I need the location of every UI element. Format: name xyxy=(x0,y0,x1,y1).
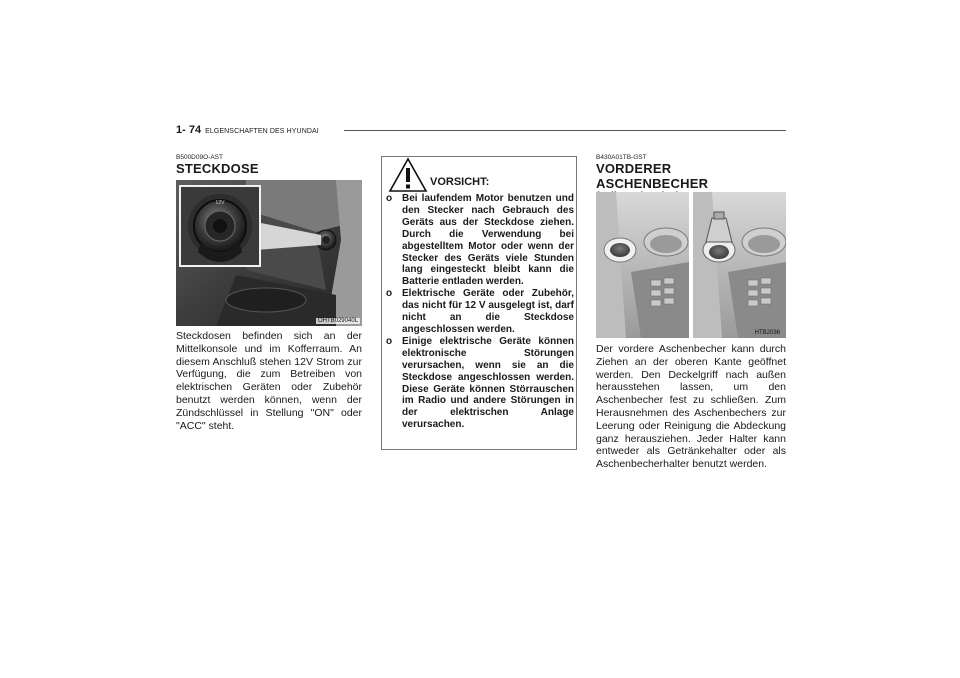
page-number: 1- 74 xyxy=(176,124,202,136)
caution-item xyxy=(386,193,574,288)
caution-title: VORSICHT: xyxy=(430,176,490,188)
section-title: VORDERER ASCHENBECHER xyxy=(596,161,709,191)
section-title: STECKDOSE xyxy=(176,161,259,176)
page-header xyxy=(176,124,319,138)
caution-item-text: Bei laufendem Motor benutzen und den Stecker nach Gebrauch des Geräts aus der Steckdose ziehen. Durch die Verwendung bei abgestelltem Motor oder wenn der Stecker des Geräts viele Stunden lang eingesteckt bleibt kann die Batterie entladen werden. xyxy=(402,193,574,288)
section-code: B430A01TB-GST xyxy=(596,154,647,161)
warning-triangle-icon xyxy=(388,157,428,193)
caution-item xyxy=(386,288,574,336)
power-outlet-photo xyxy=(176,180,362,326)
chapter-title: ELGENSCHAFTEN DES HYUNDAI xyxy=(205,128,319,135)
caution-item-text: Einige elektrische Geräte können elektronische Störungen verursachen, wenn sie an die Steckdose angeschlossen werden. Diese Geräte können Störrauschen im Radio und andere Störungen in der elektrischen Anlage verursachen. xyxy=(402,335,574,431)
bullet-marker: o xyxy=(386,288,393,300)
steckdose-paragraph: Steckdosen befinden sich an der Mittelkonsole und im Kofferraum. An diesem Anschluß stehen 12V Strom zur Verfügung, die zum Betreiben von elektrischen Geräten oder Zubehör benutzt werden können, wenn der Zündschlüssel in Stellung "ON" oder "ACC" steht. xyxy=(176,330,362,432)
ashtray-photo xyxy=(596,192,786,338)
caution-header xyxy=(382,157,576,193)
caution-list xyxy=(386,193,574,431)
section-steckdose-heading xyxy=(176,154,362,176)
power-outlet-illustration xyxy=(176,180,362,326)
caution-box xyxy=(381,156,577,450)
caution-item-text: Elektrische Geräte oder Zubehör, das nicht für 12 V ausgelegt ist, darf nicht an die Steckdose angeschlossen werden. xyxy=(402,288,574,335)
image-code: OHTB029040L xyxy=(317,318,358,324)
image-code: HTB2036 xyxy=(754,330,780,336)
header-rule xyxy=(344,130,786,131)
section-code: B500D09O-AST xyxy=(176,154,223,161)
bullet-marker: o xyxy=(386,193,393,204)
caution-item xyxy=(386,336,574,431)
ashtray-paragraph: Der vordere Aschenbecher kann durch Ziehen an der oberen Kante geöffnet werden. Den Deckelgriff nach außen herausstehen lassen, um den Aschenbecher fest zu schließen. Zum Herausnehmen des Aschenbechers zur Leerung oder Reinigung die Abdeckung ganz herausziehen. Jeder Halter kann entweder als Getränkehalter oder als Aschenbecherhalter benutzt werden. xyxy=(596,343,786,471)
bullet-marker: o xyxy=(386,335,393,347)
svg-text:12V: 12V xyxy=(215,200,225,206)
ashtray-illustration xyxy=(596,192,786,338)
